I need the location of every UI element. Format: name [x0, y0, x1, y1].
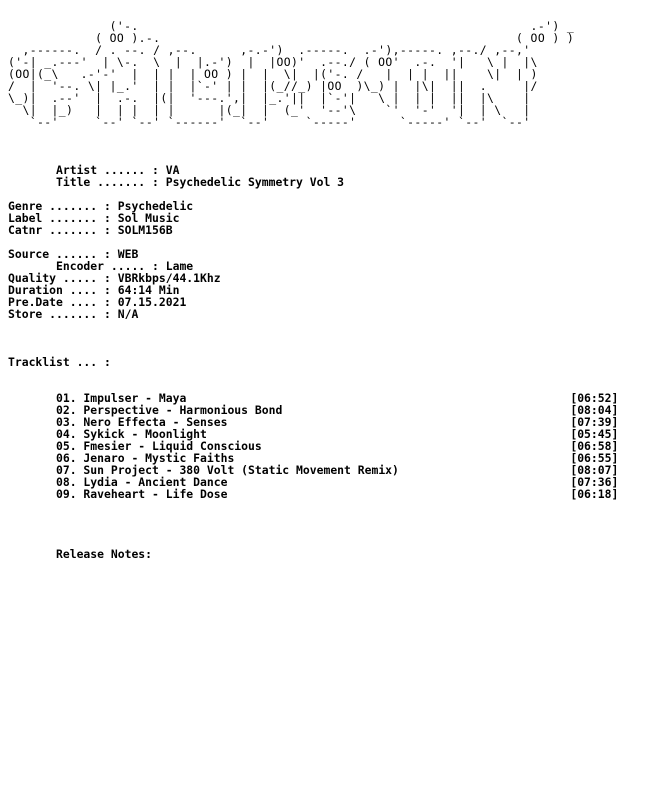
label-line: Label ....... : Sol Music [8, 211, 180, 225]
encoder-line: Encoder ..... : Lame [8, 259, 194, 273]
source-line: Source ...... : WEB [8, 247, 139, 261]
release-notes-heading: Release Notes: [8, 547, 153, 561]
store-line: Store ....... : N/A [8, 307, 139, 321]
group-ascii-logo: ('-. .-') _ ( OO ).-. ( OO ) ) ,------. / . --. / ,--. ,-.-') .-----. .-'),-----. ,--./ ,--,' ('-| _.---' | \-. \ | |.-') | |OO)' .--./ ( OO' .-. '| \ | |\ (OO|(_\ .-'-' | | | | OO ) | | \| |('-. / | | | || \| | ) / | '--. \| |_.' | | |`-' | | |(_//_) |OO )\_) | |\| || . |/ \_)| .--' | .-. |(| '---.',| |_.'|| |`-'| \ | | | || |\ | \| |_) | | | | | |(_| | (_' '--'\ `' '-' '| | \ | `--' `--' `--' `------' `--' `-----' `-----' `--' `--' [8, 19, 575, 129]
track-row: 05. Fmesier - Liquid Conscious [06:58] [8, 439, 619, 453]
title-line: Title ....... : Psychedelic Symmetry Vol 3 [8, 175, 345, 189]
track-row: 03. Nero Effecta - Senses [07:39] [8, 415, 619, 429]
genre-line: Genre ....... : Psychedelic [8, 199, 194, 213]
quality-line: Quality ..... : VBRkbps/44.1Khz [8, 271, 221, 285]
track-row: 04. Sykick - Moonlight [05:45] [8, 427, 619, 441]
track-row: 01. Impulser - Maya [06:52] [8, 391, 619, 405]
track-row: 07. Sun Project - 380 Volt (Static Movement Remix) [08:07] [8, 463, 619, 477]
artist-line: Artist ...... : VA [8, 163, 180, 177]
catnr-line: Catnr ....... : SOLM156B [8, 223, 173, 237]
track-row: 02. Perspective - Harmonious Bond [08:04] [8, 403, 619, 417]
duration-line: Duration .... : 64:14 Min [8, 283, 180, 297]
nfo-document [8, 20, 618, 560]
predate-line: Pre.Date .... : 07.15.2021 [8, 295, 187, 309]
tracklist-heading: Tracklist ... : [8, 355, 111, 369]
track-row: 09. Raveheart - Life Dose [06:18] [8, 487, 619, 501]
track-row: 06. Jenaro - Mystic Faiths [06:55] [8, 451, 619, 465]
track-row: 08. Lydia - Ancient Dance [07:36] [8, 475, 619, 489]
